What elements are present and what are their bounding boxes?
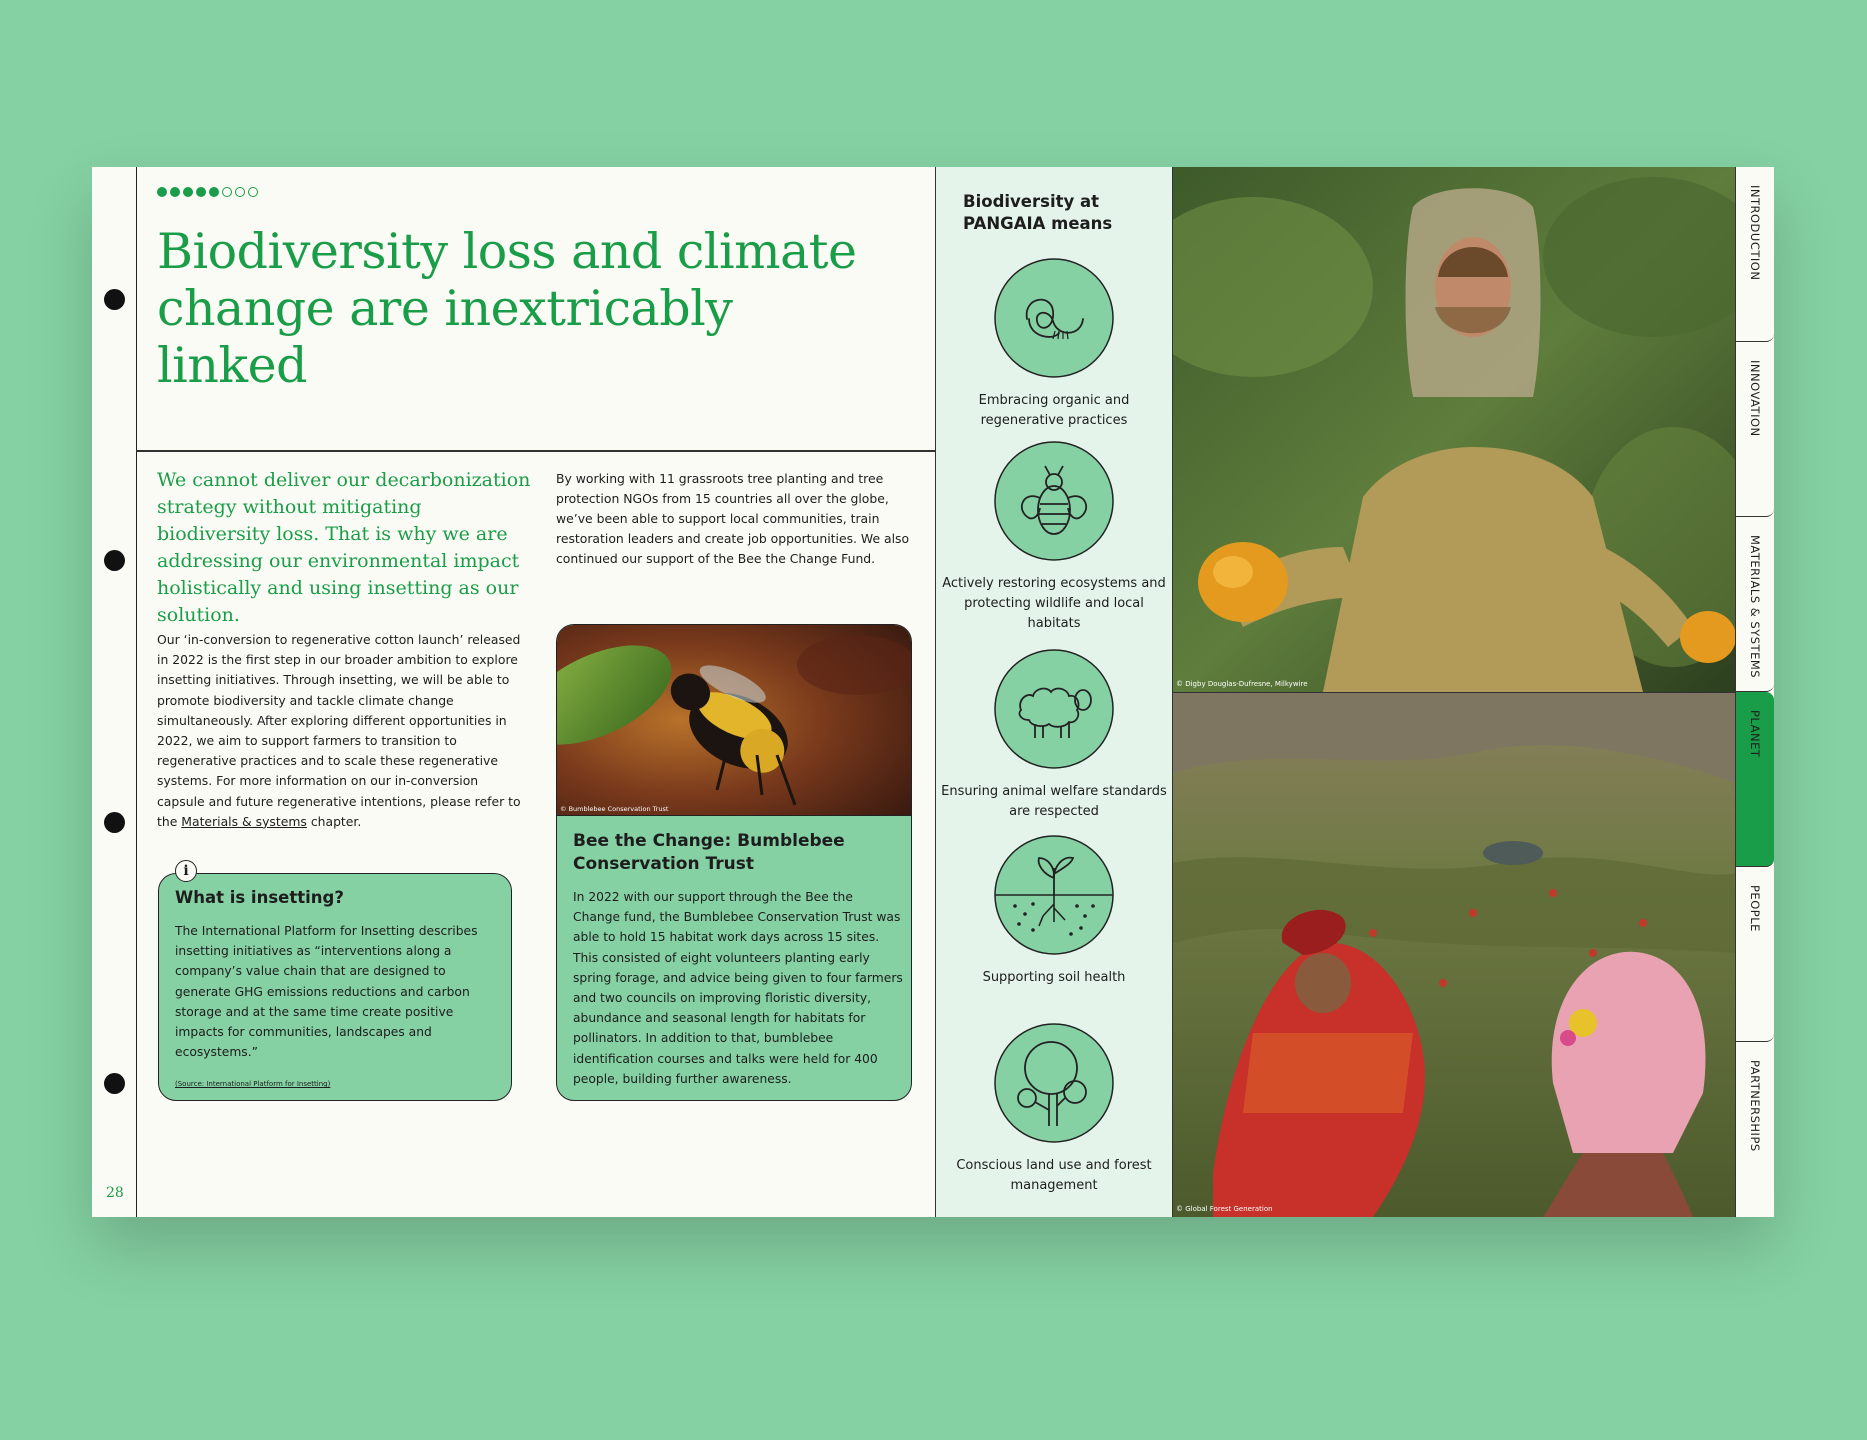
info-icon: i (175, 860, 197, 882)
progress-dot-filled (157, 187, 167, 197)
biodiversity-item-label: Conscious land use and forest management (956, 1158, 1152, 1193)
bee-the-change-card (556, 624, 912, 1101)
biodiversity-item (936, 1022, 1172, 1196)
binder-hole (104, 1073, 125, 1094)
progress-dot-filled (209, 187, 219, 197)
insetting-source-link[interactable]: (Source: International Platform for Insetting) (175, 1080, 331, 1088)
biodiversity-item-label: Ensuring animal welfare standards are respected (941, 784, 1167, 819)
intro-paragraph: We cannot deliver our decarbonization strategy without mitigating biodiversity loss. That is why we are addressing our environmental impact holistically and using insetting as our solution. (157, 469, 531, 626)
tab-label: PLANET (1748, 710, 1762, 758)
biodiversity-panel-title: Biodiversity at PANGAIA means (963, 192, 1113, 233)
tab-innovation[interactable] (1736, 342, 1774, 517)
binder-hole (104, 550, 125, 571)
tab-planet[interactable] (1736, 692, 1774, 867)
tab-partnerships[interactable] (1736, 1042, 1774, 1217)
biodiversity-item-label: Actively restoring ecosystems and protecting wildlife and local habitats (942, 576, 1166, 631)
bee-icon (993, 440, 1115, 562)
tree-icon (993, 1022, 1115, 1144)
progress-dot-filled (183, 187, 193, 197)
title-divider (136, 450, 936, 452)
bee-card-text: In 2022 with our support through the Bee the Change fund, the Bumblebee Conservation Trust was able to hold 15 habitat work days across 15 sites. This consisted of eight volunteers planting early spring forage, and advice being given to four farmers and two councils on improving floristic diversity, abundance and seasonal length for habitats for pollinators. In addition to that, bumblebee identification courses and talks were held for 400 people, building further awareness. (573, 890, 903, 1086)
planting-photo (1173, 693, 1736, 1217)
progress-dot-filled (170, 187, 180, 197)
biodiversity-item (936, 648, 1172, 822)
biodiversity-item-label: Embracing organic and regenerative practices (978, 393, 1130, 428)
binder-hole (104, 812, 125, 833)
progress-dot-empty (222, 187, 232, 197)
sheep-icon (993, 648, 1115, 770)
tab-label: INTRODUCTION (1748, 185, 1762, 281)
tab-label: PARTNERSHIPS (1748, 1060, 1762, 1152)
page-number: 28 (106, 1185, 124, 1201)
tab-label: INNOVATION (1748, 360, 1762, 437)
binder-hole (104, 289, 125, 310)
binder-strip (92, 167, 137, 1217)
worm-icon (993, 257, 1115, 379)
bee-card-title: Bee the Change: Bumblebee Conservation Trust (573, 831, 845, 874)
beekeeper-photo (1173, 167, 1736, 693)
photo-credit: © Global Forest Generation (1176, 1205, 1273, 1213)
tab-materials-systems[interactable] (1736, 517, 1774, 692)
page-title: Biodiversity loss and climate change are inextricably linked (157, 223, 857, 394)
body-paragraph-2: By working with 11 grassroots tree planting and tree protection NGOs from 15 countries all over the globe, we’ve been able to support local communities, train restoration leaders and create job opportunities. We also continued our support of the Bee the Change Fund. (556, 471, 910, 566)
report-spread (92, 167, 1774, 1217)
sprout-icon (993, 834, 1115, 956)
photo-column (1172, 167, 1736, 1217)
progress-dot-empty (248, 187, 258, 197)
insetting-callout (158, 863, 512, 1101)
body-paragraph-1 (157, 630, 522, 832)
biodiversity-item-label: Supporting soil health (982, 970, 1126, 985)
body-text-suffix: chapter. (306, 813, 362, 829)
bee-photo-credit: © Bumblebee Conservation Trust (560, 805, 669, 813)
tab-label: MATERIALS & SYSTEMS (1748, 535, 1762, 679)
biodiversity-item (936, 440, 1172, 634)
biodiversity-item (936, 834, 1172, 988)
tab-introduction[interactable] (1736, 167, 1774, 342)
tab-people[interactable] (1736, 867, 1774, 1042)
photo-credit: © Digby Douglas-Dufresne, Milkywire (1176, 680, 1308, 688)
insetting-title: What is insetting? (175, 888, 344, 907)
insetting-text: The International Platform for Insetting describes insetting initiatives as “interventions along a company’s value chain that are designed to generate GHG emissions reductions and carbon storage and at the same time create positive impacts for communities, landscapes and ecosystems.” (175, 924, 478, 1060)
progress-dots (157, 187, 258, 197)
bumblebee-photo (557, 625, 912, 816)
biodiversity-panel (936, 167, 1172, 1217)
tab-label: PEOPLE (1748, 885, 1762, 932)
body-text: Our ‘in-conversion to regenerative cotton launch’ released in 2022 is the first step in our broader ambition to explore insetting initiatives. Through insetting, we will be able to promote biodiversity and tackle climate change simultaneously. After exploring different opportunities in 2022, we aim to support farmers to transition to regenerative practices and to scale these regenerative systems. For more information on our in-conversion capsule and future regenerative intentions, please refer to the (157, 632, 521, 829)
progress-dot-empty (235, 187, 245, 197)
progress-dot-filled (196, 187, 206, 197)
section-tabs (1735, 167, 1775, 1217)
biodiversity-item (936, 257, 1172, 431)
materials-systems-link[interactable]: Materials & systems (181, 813, 307, 829)
